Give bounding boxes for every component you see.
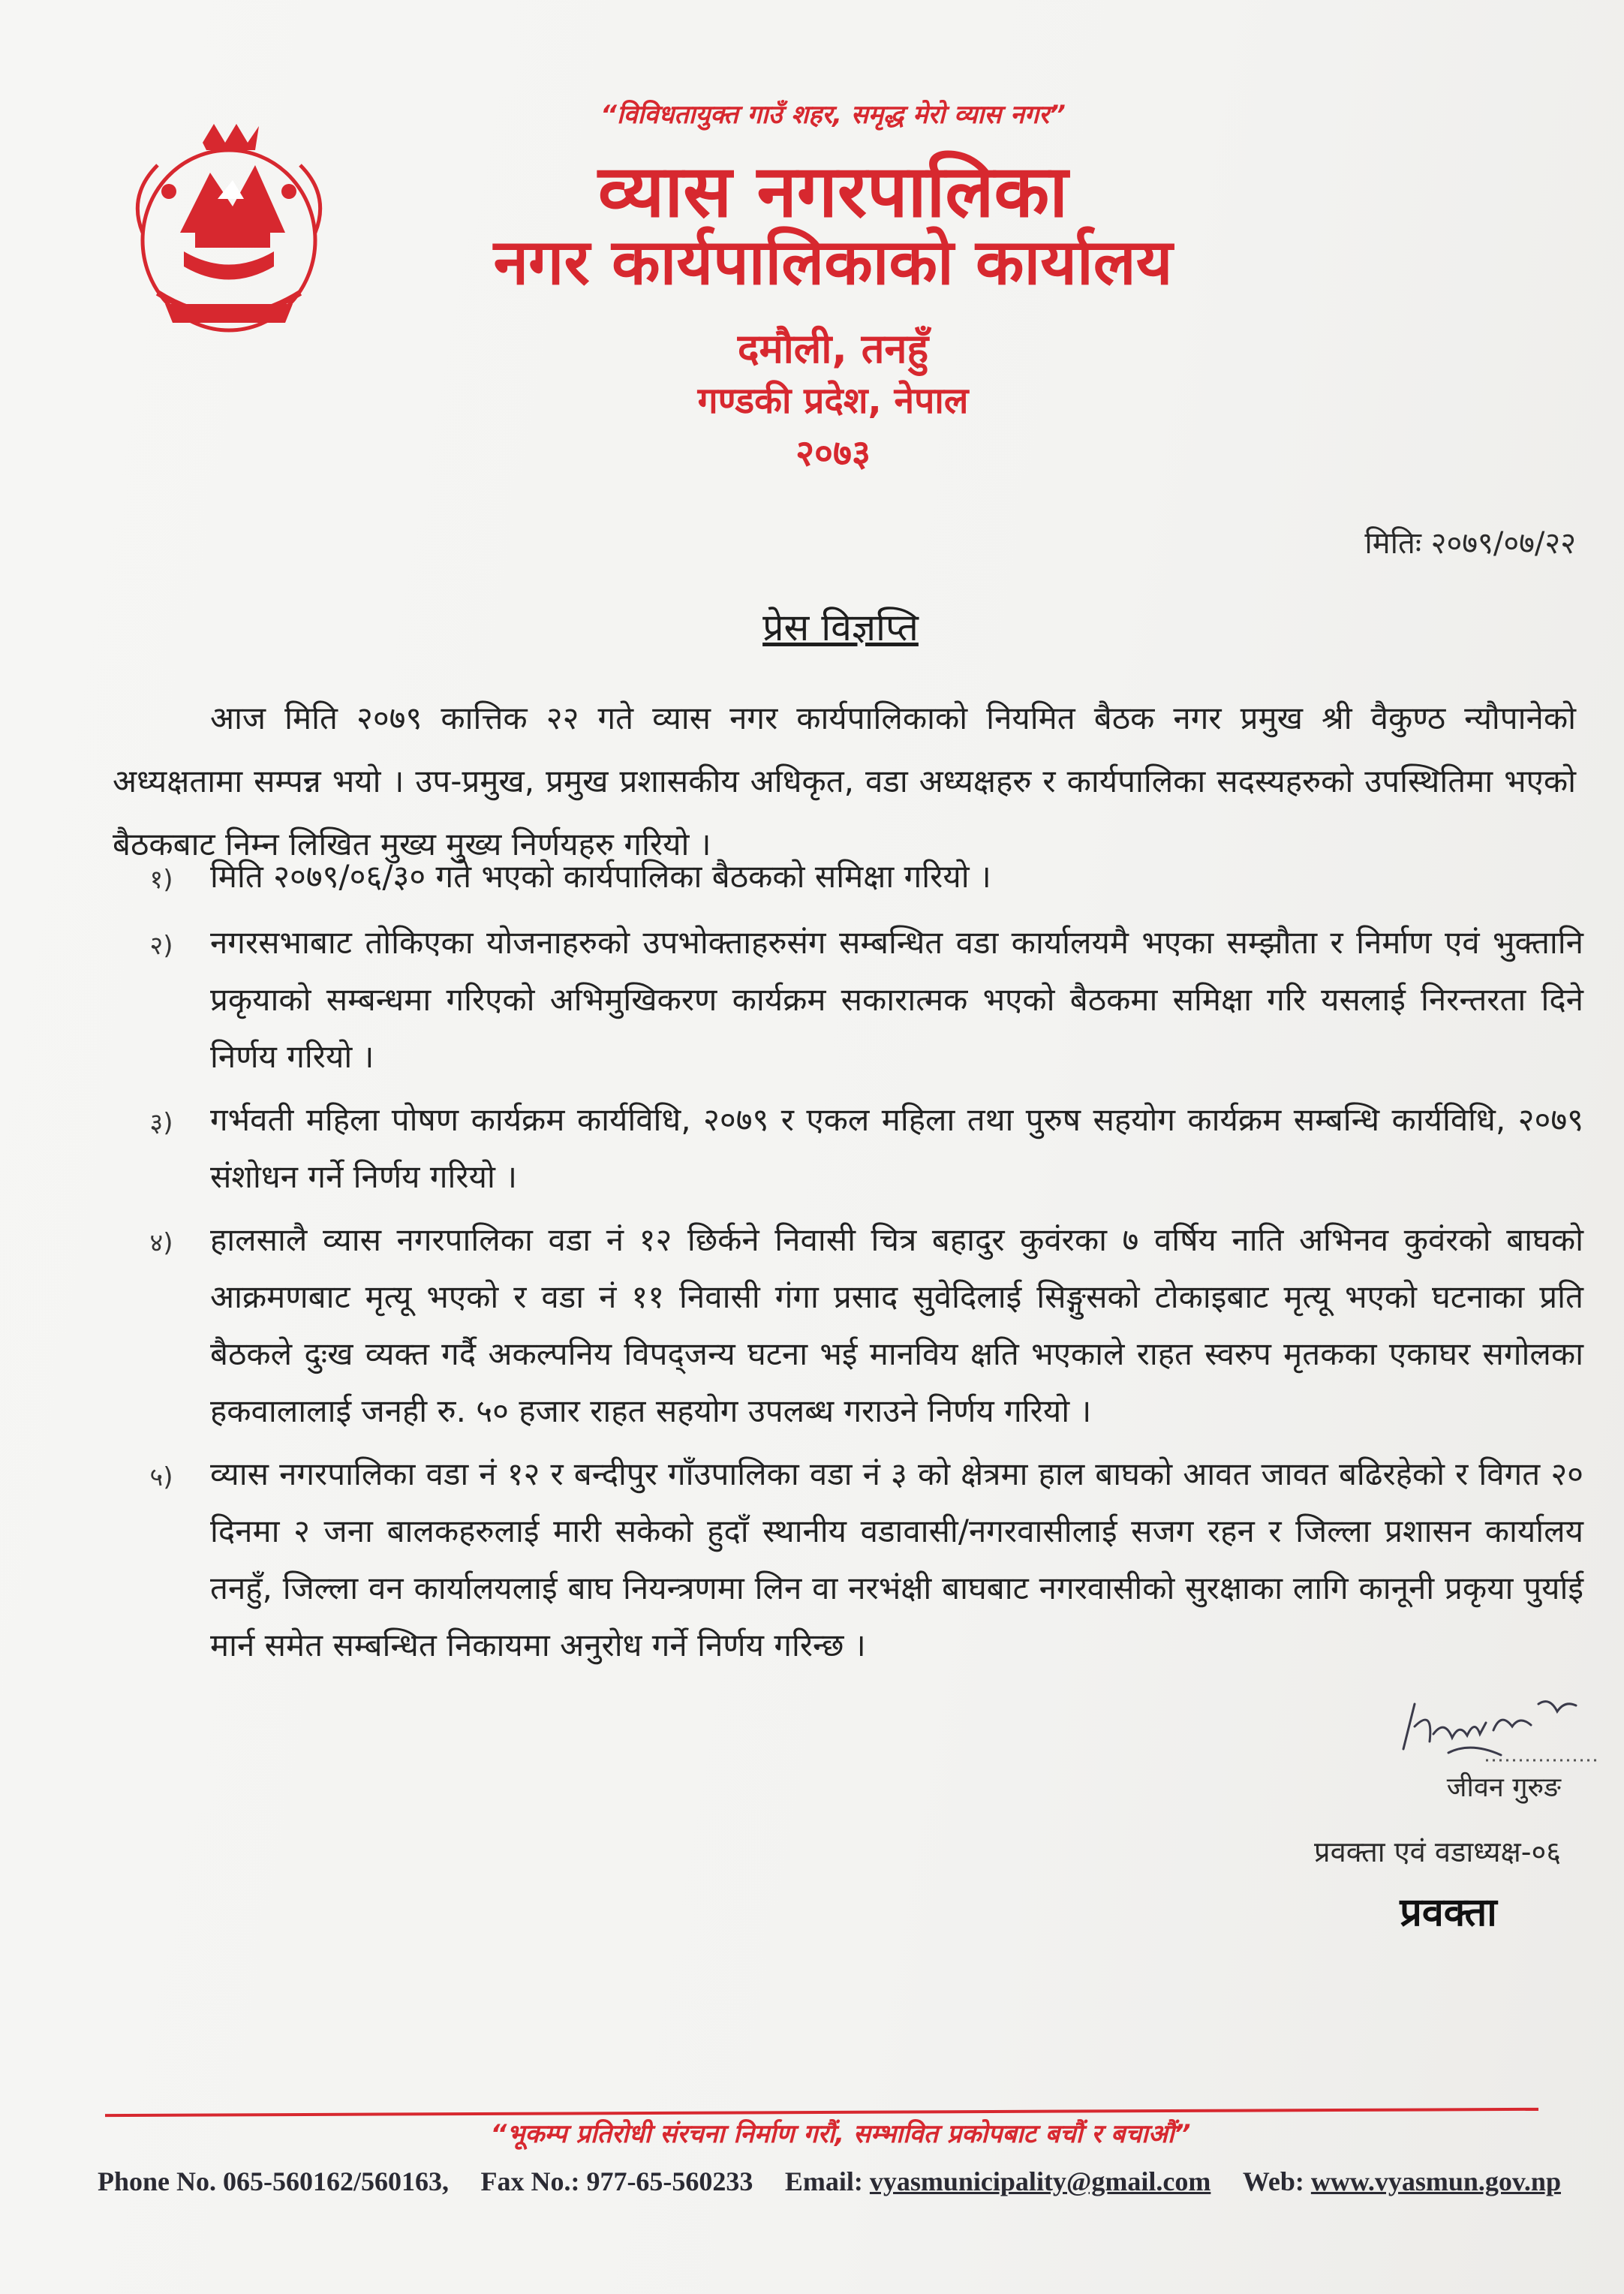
nepal-government-emblem-icon — [113, 120, 345, 345]
decision-number: ४) — [149, 1228, 173, 1258]
signatory-stamp: प्रवक्ता — [1400, 1890, 1497, 1935]
decision-number: ३) — [149, 1108, 173, 1138]
email-link[interactable]: vyasmunicipality@gmail.com — [869, 2166, 1211, 2196]
web-group — [1243, 2166, 1561, 2197]
office-subtitle: नगर कार्यपालिकाको कार्यालय — [493, 225, 1173, 299]
decision-text: हालसालै व्यास नगरपालिका वडा नं १२ छिर्कने निवासी चित्र बहादुर कुवंरका ७ वर्षिय नाति अभिनव कुवंरको बाघको आक्रमणबाट मृत्यू भएको र वडा नं ११ निवासी गंगा प्रसाद सुवेदिलाई सिङ्गुसको टोकाइबाट मृत्यू भएको घटनाका प्रति बैठकले दुःख व्यक्त गर्दै अकल्पनिय विपद्जन्य घटना भई मानविय क्षति भएकाले राहत स्वरुप मृतकका एकाघर सगोलका हकवालालाई जनही रु. ५० हजार राहत सहयोग उपलब्ध गराउने निर्णय गरियो । — [210, 1221, 1583, 1429]
decision-item — [113, 1091, 1583, 1206]
intro-paragraph: आज मिति २०७९ कात्तिक २२ गते व्यास नगर कार्यपालिकाको नियमित बैठक नगर प्रमुख श्री वैकुण्ठ न्यौपानेको अध्यक्षतामा सम्पन्न भयो । उप-प्रमुख, प्रमुख प्रशासकीय अधिकृत, वडा अध्यक्षहरु र कार्यपालिका सदस्यहरुको उपस्थितिमा भएको बैठकबाट निम्न लिखित मुख्य मुख्य निर्णयहरु गरियो । — [113, 700, 1576, 863]
decision-item — [113, 1212, 1583, 1440]
decision-number: १) — [149, 865, 173, 895]
phone-number: Phone No. 065-560162/560163, — [98, 2166, 449, 2196]
web-label: Web: — [1242, 2166, 1304, 2196]
email-group — [785, 2166, 1210, 2197]
office-name: व्यास नगरपालिका — [597, 149, 1069, 233]
established-year: २०७३ — [795, 432, 871, 474]
website-link[interactable]: www.vyasmun.gov.np — [1310, 2166, 1561, 2196]
fax-number: Fax No.: 977-65-560233 — [480, 2166, 753, 2196]
decision-number: २) — [149, 931, 173, 961]
decision-text: व्यास नगरपालिका वडा नं १२ र बन्दीपुर गाँउपालिका वडा नं ३ को क्षेत्रमा हाल बाघको आवत जावत बढिरहेको र विगत २० दिनमा २ जना बालकहरुलाई मारी सकेको हुदाँ स्थानीय वडावासी/नगरवासीलाई सजग रहन र जिल्ला प्रशासन कार्यालय तनहुँ, जिल्ला वन कार्यालयलाई बाघ नियन्त्रणमा लिन वा नरभंक्षी बाघबाट नगरवासीको सुरक्षाका लागि कानूनी प्रकृया पुर्याई मार्न समेत सम्बन्धित निकायमा अनुरोध गर्ने निर्णय गरिन्छ । — [210, 1456, 1583, 1663]
decision-item — [113, 1446, 1583, 1674]
footer-slogan: “भूकम्प प्रतिरोधी संरचना निर्माण गरौं, सम्भावित प्रकोपबाट बचौं र बचाऔं” — [490, 2119, 1191, 2149]
email-label: Email: — [784, 2166, 863, 2196]
signatory-role: प्रवक्ता एवं वडाध्यक्ष-०६ — [1313, 1835, 1561, 1868]
decision-list — [113, 848, 1583, 1680]
handwritten-signature — [1388, 1689, 1598, 1772]
decision-text: नगरसभाबाट तोकिएका योजनाहरुको उपभोक्ताहरुसंग सम्बन्धित वडा कार्यालयमै भएका सम्झौता र निर्माण एवं भुक्तानि प्रकृयाको सम्बन्धमा गरिएको अभिमुखिकरण कार्यक्रम सकारात्मक भएको बैठकमा समिक्षा गरि यसलाई निरन्तरता दिने निर्णय गरियो । — [210, 924, 1583, 1075]
decision-text: मिति २०७९/०६/३० गते भएको कार्यपालिका बैठकको समिक्षा गरियो । — [210, 858, 991, 895]
decision-number: ५) — [149, 1462, 173, 1492]
footer-contacts — [98, 2166, 1561, 2197]
document-date: मितिः २०७९/०७/२२ — [1364, 526, 1576, 561]
address-line-2: गण्डकी प्रदेश, नेपाल — [697, 380, 969, 422]
decision-text: गर्भवती महिला पोषण कार्यक्रम कार्यविधि, २०७९ र एकल महिला तथा पुरुष सहयोग कार्यक्रम सम्बन्धि कार्यविधि, २०७९ संशोधन गर्ने निर्णय गरियो । — [210, 1101, 1583, 1195]
decision-item — [113, 848, 1583, 908]
decision-item — [113, 914, 1583, 1085]
address-line-1: दमौली, तनहुँ — [737, 325, 929, 372]
header-slogan: “विविधतायुक्त गाउँ शहर, समृद्ध मेरो व्यास नगर” — [600, 100, 1066, 130]
document-title: प्रेस विज्ञप्ति — [762, 606, 919, 649]
signatory-name: जीवन गुरुङ — [1446, 1772, 1561, 1803]
